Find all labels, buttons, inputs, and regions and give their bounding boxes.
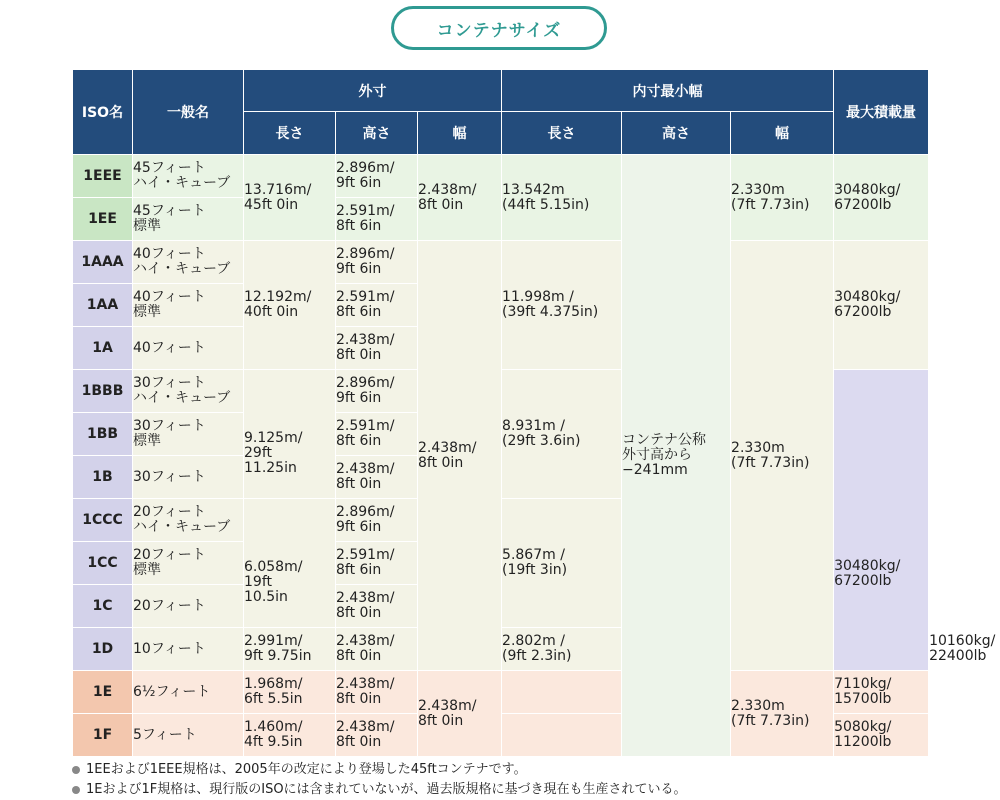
inner-length-20ft: 5.867m / (19ft 3in) xyxy=(502,499,622,628)
general-name: 20フィート xyxy=(133,585,244,628)
outer-length-30ft: 9.125m/ 29ft 11.25in xyxy=(244,370,336,499)
outer-height: 2.896m/ 9ft 6in xyxy=(336,155,418,198)
inner-height-note: コンテナ公称 外寸高から −241mm xyxy=(622,155,731,757)
outer-height: 2.438m/ 8ft 0in xyxy=(336,714,418,757)
outer-length-5ft: 1.460m/ 4ft 9.5in xyxy=(244,714,336,757)
header-outer-height: 高さ xyxy=(336,112,418,155)
header-inner-height: 高さ xyxy=(622,112,731,155)
inner-length-40ft: 11.998m / (39ft 4.375in) xyxy=(502,241,622,370)
header-inner-length: 長さ xyxy=(502,112,622,155)
general-name: 30フィート xyxy=(133,456,244,499)
outer-height: 2.438m/ 8ft 0in xyxy=(336,585,418,628)
outer-length-6-5ft: 1.968m/ 6ft 5.5in xyxy=(244,671,336,714)
footnote-text: 1Eおよび1F規格は、現行版のISOには含まれていないが、過去版規格に基づき現在も生産されている。 xyxy=(86,782,687,797)
outer-height: 2.438m/ 8ft 0in xyxy=(336,456,418,499)
inner-length-30ft: 8.931m / (29ft 3.6in) xyxy=(502,370,622,499)
general-name: 10フィート xyxy=(133,628,244,671)
inner-width-standard: 2.330m (7ft 7.73in) xyxy=(731,241,834,671)
iso-code: 1EEE xyxy=(73,155,133,198)
max-load-5ft: 5080kg/ 11200lb xyxy=(834,714,929,757)
inner-length-10ft: 2.802m / (9ft 2.3in) xyxy=(502,628,622,671)
iso-code: 1B xyxy=(73,456,133,499)
table-row xyxy=(73,155,929,198)
outer-height: 2.896m/ 9ft 6in xyxy=(336,241,418,284)
table-row: 1D 10フィート 2.991m/ 9ft 9.75in 2.438m/ 8ft 0in 2.802m / (9ft 2.3in) 10160kg/ 22400lb xyxy=(73,628,929,671)
inner-width-small: 2.330m (7ft 7.73in) xyxy=(731,671,834,757)
header-outer-length: 長さ xyxy=(244,112,336,155)
footnote-item xyxy=(72,760,687,780)
iso-code: 1EE xyxy=(73,198,133,241)
iso-code: 1A xyxy=(73,327,133,370)
max-load-6-5ft: 7110kg/ 15700lb xyxy=(834,671,929,714)
outer-height: 2.591m/ 8ft 6in xyxy=(336,284,418,327)
iso-code: 1D xyxy=(73,628,133,671)
footnote-item xyxy=(72,780,687,800)
general-name: 40フィート xyxy=(133,327,244,370)
header-outer-width: 幅 xyxy=(418,112,502,155)
outer-length-40ft: 12.192m/ 40ft 0in xyxy=(244,241,336,370)
footnote-text: 1EEおよび1EEE規格は、2005年の改定により登場した45ftコンテナです。 xyxy=(86,762,527,777)
outer-height: 2.896m/ 9ft 6in xyxy=(336,370,418,413)
table-row xyxy=(73,671,929,714)
iso-code: 1E xyxy=(73,671,133,714)
general-name: 40フィート ハイ・キューブ xyxy=(133,241,244,284)
container-size-table xyxy=(72,69,996,757)
outer-width-45ft: 2.438m/ 8ft 0in xyxy=(418,155,502,241)
header-iso: ISO名 xyxy=(73,70,133,155)
max-load-45ft: 30480kg/ 67200lb xyxy=(834,155,929,241)
inner-length-empty xyxy=(502,714,622,757)
outer-height: 2.591m/ 8ft 6in xyxy=(336,542,418,585)
general-name: 30フィート ハイ・キューブ xyxy=(133,370,244,413)
general-name: 5フィート xyxy=(133,714,244,757)
footnotes xyxy=(72,760,687,800)
bullet-icon xyxy=(72,766,80,774)
header-max-load: 最大積載量 xyxy=(834,70,929,155)
header-inner-width: 幅 xyxy=(731,112,834,155)
bullet-icon xyxy=(72,786,80,794)
outer-height: 2.438m/ 8ft 0in xyxy=(336,327,418,370)
general-name: 45フィート 標準 xyxy=(133,198,244,241)
outer-height: 2.438m/ 8ft 0in xyxy=(336,671,418,714)
outer-length-45ft: 13.716m/ 45ft 0in xyxy=(244,155,336,241)
iso-code: 1BBB xyxy=(73,370,133,413)
outer-width-small: 2.438m/ 8ft 0in xyxy=(418,671,502,757)
general-name: 45フィート ハイ・キューブ xyxy=(133,155,244,198)
iso-code: 1AA xyxy=(73,284,133,327)
outer-width-standard: 2.438m/ 8ft 0in xyxy=(418,241,502,671)
header-general-name: 一般名 xyxy=(133,70,244,155)
max-load-30ft: 30480kg/ 67200lb xyxy=(834,370,929,671)
general-name: 6½フィート xyxy=(133,671,244,714)
header-outer-dimensions: 外寸 xyxy=(244,70,502,112)
outer-height: 2.438m/ 8ft 0in xyxy=(336,628,418,671)
inner-length-empty xyxy=(502,671,622,714)
iso-code: 1BB xyxy=(73,413,133,456)
inner-width-45ft: 2.330m (7ft 7.73in) xyxy=(731,155,834,241)
iso-code: 1CC xyxy=(73,542,133,585)
section-title: コンテナサイズ xyxy=(391,6,607,50)
outer-length-10ft: 2.991m/ 9ft 9.75in xyxy=(244,628,336,671)
outer-height: 2.591m/ 8ft 6in xyxy=(336,413,418,456)
general-name: 20フィート ハイ・キューブ xyxy=(133,499,244,542)
iso-code: 1AAA xyxy=(73,241,133,284)
outer-height: 2.896m/ 9ft 6in xyxy=(336,499,418,542)
outer-height: 2.591m/ 8ft 6in xyxy=(336,198,418,241)
general-name: 20フィート 標準 xyxy=(133,542,244,585)
iso-code: 1F xyxy=(73,714,133,757)
table-row xyxy=(73,241,929,284)
general-name: 40フィート 標準 xyxy=(133,284,244,327)
max-load-40ft: 30480kg/ 67200lb xyxy=(834,241,929,370)
inner-length-45ft: 13.542m (44ft 5.15in) xyxy=(502,155,622,241)
outer-length-20ft: 6.058m/ 19ft 10.5in xyxy=(244,499,336,628)
general-name: 30フィート 標準 xyxy=(133,413,244,456)
iso-code: 1CCC xyxy=(73,499,133,542)
iso-code: 1C xyxy=(73,585,133,628)
header-inner-dimensions: 内寸最小幅 xyxy=(502,70,834,112)
